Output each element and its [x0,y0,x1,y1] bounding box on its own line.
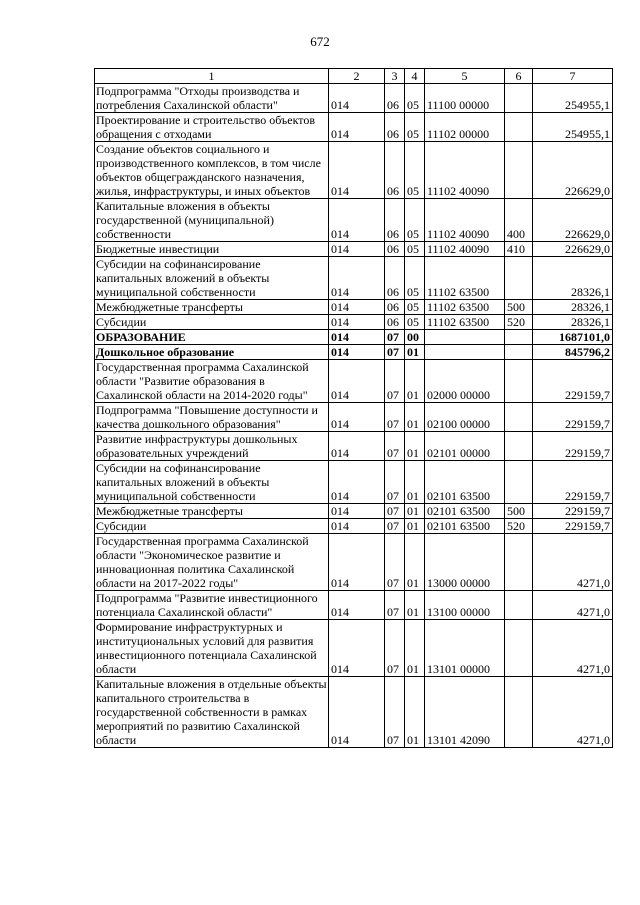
row-expense-type [505,403,533,432]
row-code-admin: 014 [329,620,385,677]
row-amount: 229159,7 [533,360,613,403]
row-code-admin: 014 [329,504,385,519]
budget-table [94,68,613,748]
table-row [95,142,613,199]
row-section: 07 [385,534,405,591]
row-subsection: 05 [405,84,425,113]
row-amount: 226629,0 [533,199,613,242]
table-row [95,677,613,748]
row-name: Бюджетные инвестиции [95,242,329,257]
row-name: Государственная программа Сахалинской области "Экономическое развитие и инновационная политика Сахалинской области на 2017-2022 годы" [95,534,329,591]
row-subsection: 00 [405,330,425,345]
row-amount: 226629,0 [533,142,613,199]
row-section: 07 [385,591,405,620]
row-subsection: 01 [405,504,425,519]
row-code-admin: 014 [329,677,385,748]
row-name: Формирование инфраструктурных и институциональных условий для развития инвестиционного потенциала Сахалинской области [95,620,329,677]
row-expense-type [505,84,533,113]
row-target-article: 11102 63500 [425,315,505,330]
page-number: 672 [310,34,330,49]
table-row [95,461,613,504]
row-name: Развитие инфраструктуры дошкольных образовательных учреждений [95,432,329,461]
row-expense-type [505,345,533,360]
row-target-article: 02000 00000 [425,360,505,403]
row-name: Подпрограмма "Развитие инвестиционного потенциала Сахалинской области" [95,591,329,620]
row-amount: 1687101,0 [533,330,613,345]
row-subsection: 01 [405,677,425,748]
row-target-article: 02101 63500 [425,504,505,519]
row-section: 06 [385,315,405,330]
row-subsection: 01 [405,591,425,620]
row-subsection: 05 [405,315,425,330]
row-name: Дошкольное образование [95,345,329,360]
row-subsection: 05 [405,199,425,242]
row-section: 07 [385,519,405,534]
row-name: Подпрограмма "Повышение доступности и качества дошкольного образования" [95,403,329,432]
row-expense-type [505,591,533,620]
row-name: Капитальные вложения в отдельные объекты капитального строительства в государственной собственности в рамках мероприятий по развитию Сахалинской области [96,677,327,747]
row-code-admin: 014 [329,330,385,345]
row-amount: 229159,7 [533,403,613,432]
table-row [95,330,613,345]
row-expense-type: 520 [505,519,533,534]
row-code-admin: 014 [329,142,385,199]
row-section: 07 [385,504,405,519]
row-expense-type: 500 [505,504,533,519]
row-target-article: 11102 63500 [425,257,505,300]
row-section: 06 [385,242,405,257]
row-code-admin: 014 [329,300,385,315]
row-section: 06 [385,142,405,199]
row-target-article: 13101 00000 [425,620,505,677]
row-expense-type [505,360,533,403]
row-subsection: 05 [405,142,425,199]
row-subsection: 01 [405,345,425,360]
row-name: Проектирование и строительство объектов обращения с отходами [95,113,329,142]
row-target-article: 11100 00000 [425,84,505,113]
row-amount: 229159,7 [533,504,613,519]
row-section: 07 [385,345,405,360]
row-target-article [425,345,505,360]
row-amount: 845796,2 [533,345,613,360]
table-row [95,300,613,315]
row-amount: 28326,1 [533,300,613,315]
row-subsection: 01 [405,519,425,534]
row-amount: 28326,1 [533,257,613,300]
row-name: Субсидии [95,519,329,534]
row-expense-type [505,432,533,461]
row-subsection: 05 [405,300,425,315]
row-expense-type [505,113,533,142]
row-subsection: 05 [405,113,425,142]
row-name: Межбюджетные трансферты [95,504,329,519]
table-row [95,432,613,461]
row-amount: 4271,0 [533,534,613,591]
row-code-admin: 014 [329,519,385,534]
row-subsection: 01 [405,432,425,461]
row-expense-type: 500 [505,300,533,315]
table-row [95,315,613,330]
table-row [95,84,613,113]
row-amount: 229159,7 [533,461,613,504]
row-amount: 4271,0 [533,677,613,748]
row-code-admin: 014 [329,534,385,591]
row-amount: 226629,0 [533,242,613,257]
row-name: Субсидии на софинансирование капитальных вложений в объекты муниципальной собственности [95,257,329,300]
row-name: ОБРАЗОВАНИЕ [95,330,329,345]
table-row [95,620,613,677]
row-expense-type: 410 [505,242,533,257]
row-section: 06 [385,257,405,300]
row-code-admin: 014 [329,461,385,504]
row-target-article: 02100 00000 [425,403,505,432]
row-expense-type: 400 [505,199,533,242]
row-expense-type [505,142,533,199]
row-code-admin: 014 [329,345,385,360]
row-subsection: 01 [405,360,425,403]
row-amount: 4271,0 [533,591,613,620]
row-target-article: 11102 63500 [425,300,505,315]
row-target-article: 11102 40090 [425,142,505,199]
row-name: Субсидии [95,315,329,330]
row-amount: 229159,7 [533,432,613,461]
table-row [95,360,613,403]
row-target-article: 02101 63500 [425,461,505,504]
header-cell: 5 [425,69,505,84]
row-section: 06 [385,199,405,242]
row-target-article: 11102 40090 [425,242,505,257]
row-target-article: 02101 63500 [425,519,505,534]
row-subsection: 05 [405,257,425,300]
row-subsection: 01 [405,461,425,504]
row-expense-type [505,330,533,345]
row-section: 07 [385,677,405,748]
row-target-article: 11102 00000 [425,113,505,142]
table-row [95,519,613,534]
row-subsection: 01 [405,620,425,677]
header-row [95,69,613,84]
row-expense-type [505,677,533,748]
row-subsection: 01 [405,534,425,591]
row-expense-type: 520 [505,315,533,330]
row-name: Субсидии на софинансирование капитальных вложений в объекты муниципальной собственности [95,461,329,504]
row-section: 07 [385,461,405,504]
row-section: 07 [385,360,405,403]
row-code-admin: 014 [329,403,385,432]
row-section: 07 [385,620,405,677]
header-cell: 2 [329,69,385,84]
row-target-article: 13101 42090 [425,677,505,748]
row-target-article: 13000 00000 [425,534,505,591]
row-section: 06 [385,84,405,113]
row-name: Капитальные вложения в объекты государственной (муниципальной) собственности [95,199,329,242]
row-expense-type [505,534,533,591]
row-name: Государственная программа Сахалинской области "Развитие образования в Сахалинской области на 2014-2020 годы" [95,360,329,403]
row-target-article: 13100 00000 [425,591,505,620]
header-cell: 1 [95,69,329,84]
table-row [95,113,613,142]
row-code-admin: 014 [329,113,385,142]
row-amount: 254955,1 [533,113,613,142]
table-row [95,504,613,519]
table-row [95,403,613,432]
row-section: 07 [385,432,405,461]
row-target-article: 02101 00000 [425,432,505,461]
table-row [95,345,613,360]
row-name: Создание объектов социального и производственного комплексов, в том числе объектов общегражданского назначения, жилья, инфраструктуры, и иных объектов [95,142,329,199]
row-amount: 4271,0 [533,620,613,677]
row-target-article: 11102 40090 [425,199,505,242]
row-code-admin: 014 [329,360,385,403]
table-row [95,199,613,242]
header-cell: 7 [533,69,613,84]
row-name: Подпрограмма "Отходы производства и потребления Сахалинской области" [95,84,329,113]
row-expense-type [505,257,533,300]
row-target-article [425,330,505,345]
row-section: 07 [385,330,405,345]
table-row [95,591,613,620]
row-expense-type [505,461,533,504]
table-row [95,257,613,300]
row-code-admin: 014 [329,199,385,242]
row-code-admin: 014 [329,257,385,300]
row-subsection: 01 [405,403,425,432]
row-code-admin: 014 [329,242,385,257]
row-amount: 28326,1 [533,315,613,330]
row-code-admin: 014 [329,432,385,461]
row-amount: 254955,1 [533,84,613,113]
row-code-admin: 014 [329,84,385,113]
header-cell: 6 [505,69,533,84]
row-code-admin: 014 [329,315,385,330]
row-expense-type [505,620,533,677]
row-subsection: 05 [405,242,425,257]
row-code-admin: 014 [329,591,385,620]
row-section: 06 [385,113,405,142]
row-section: 06 [385,300,405,315]
table-row [95,242,613,257]
header-cell: 4 [405,69,425,84]
row-name: Межбюджетные трансферты [95,300,329,315]
row-section: 07 [385,403,405,432]
table-row [95,534,613,591]
header-cell: 3 [385,69,405,84]
row-amount: 229159,7 [533,519,613,534]
